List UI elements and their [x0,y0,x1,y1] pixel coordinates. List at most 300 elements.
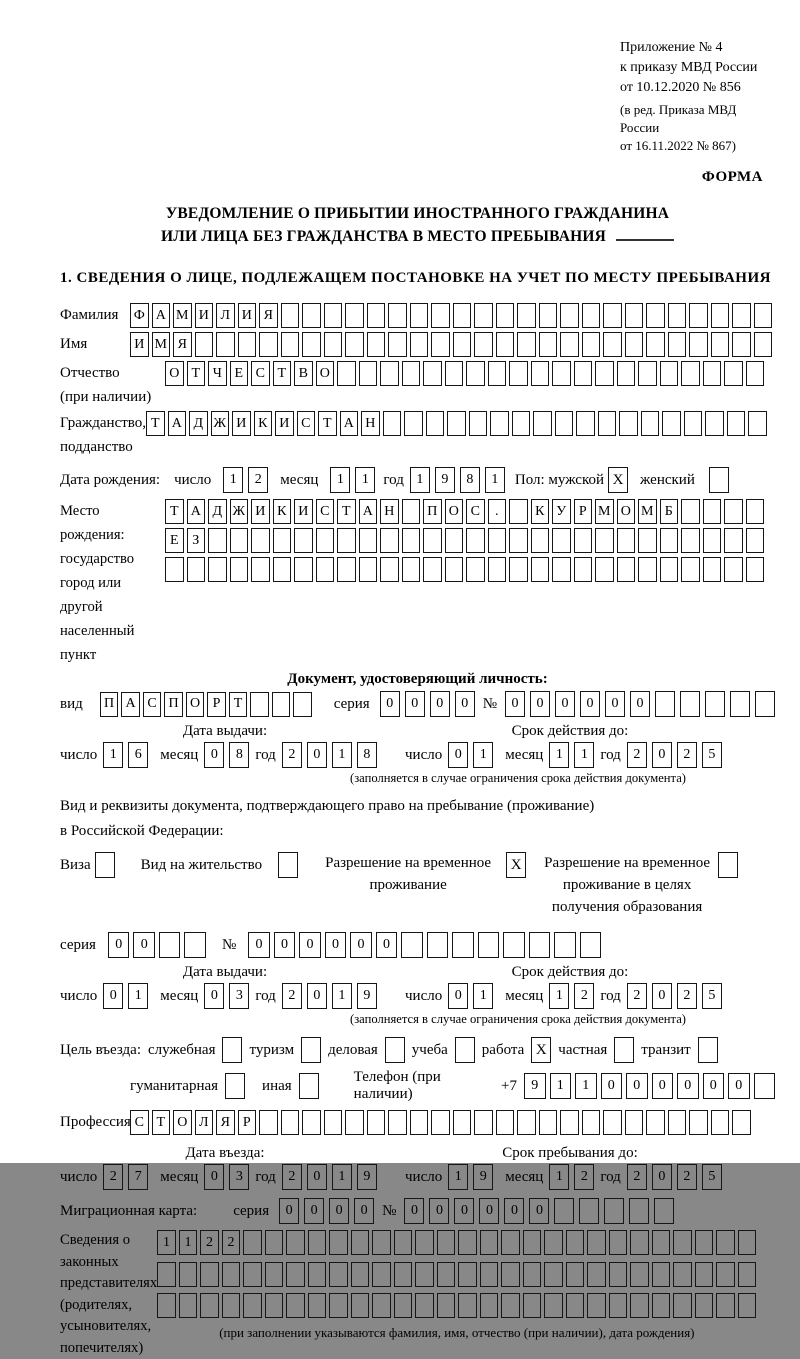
char-cell[interactable]: 0 [380,691,400,717]
char-cell[interactable]: 0 [580,691,600,717]
char-cell[interactable]: 2 [627,983,647,1009]
char-cell[interactable]: 1 [549,983,569,1009]
char-cell[interactable] [351,1230,370,1255]
char-cell[interactable]: Т [337,499,356,524]
char-cell[interactable]: И [130,332,149,357]
char-cell[interactable] [259,332,278,357]
char-cell[interactable] [646,303,665,328]
char-cell[interactable]: З [187,528,206,553]
char-cell[interactable] [668,332,687,357]
char-cell[interactable]: 0 [630,691,650,717]
char-cell[interactable]: Л [216,303,235,328]
birth-place-line3[interactable] [165,557,764,582]
char-cell[interactable] [539,332,558,357]
char-cell[interactable] [383,411,402,436]
char-cell[interactable] [552,528,571,553]
char-cell[interactable]: Н [361,411,380,436]
char-cell[interactable] [410,303,429,328]
char-cell[interactable] [703,499,722,524]
char-cell[interactable]: О [445,499,464,524]
purpose-work-checkbox[interactable] [531,1037,551,1063]
char-cell[interactable]: 0 [299,932,321,958]
char-cell[interactable]: Е [165,528,184,553]
char-cell[interactable]: 0 [204,1164,224,1190]
patronymic-input[interactable] [165,361,764,386]
char-cell[interactable]: 1 [574,742,594,768]
char-cell[interactable]: Т [229,692,248,717]
char-cell[interactable] [660,361,679,386]
char-cell[interactable]: 0 [304,1198,324,1224]
char-cell[interactable]: М [173,303,192,328]
birth-year-input[interactable] [410,467,505,493]
char-cell[interactable] [437,1230,456,1255]
char-cell[interactable]: Р [574,499,593,524]
char-cell[interactable] [488,528,507,553]
char-cell[interactable] [380,361,399,386]
char-cell[interactable] [617,528,636,553]
char-cell[interactable]: Ж [230,499,249,524]
char-cell[interactable]: Ж [211,411,230,436]
char-cell[interactable]: 8 [460,467,480,493]
char-cell[interactable] [372,1230,391,1255]
char-cell[interactable]: 9 [357,1164,377,1190]
identity-series-input[interactable] [380,691,475,717]
char-cell[interactable] [724,557,743,582]
char-cell[interactable]: 0 [329,1198,349,1224]
representatives-line1[interactable] [157,1230,756,1255]
char-cell[interactable] [574,361,593,386]
char-cell[interactable]: 0 [133,932,155,958]
char-cell[interactable]: 0 [430,691,450,717]
char-cell[interactable] [351,1262,370,1287]
char-cell[interactable]: 1 [103,742,123,768]
char-cell[interactable]: Р [207,692,226,717]
char-cell[interactable] [474,303,493,328]
surname-input[interactable] [130,303,772,328]
char-cell[interactable]: 2 [222,1230,241,1255]
char-cell[interactable]: Т [273,361,292,386]
char-cell[interactable] [509,557,528,582]
temp-residence-checkbox[interactable] [506,852,526,878]
char-cell[interactable] [388,1110,407,1135]
char-cell[interactable]: 0 [429,1198,449,1224]
char-cell[interactable] [609,1262,628,1287]
char-cell[interactable]: С [143,692,162,717]
char-cell[interactable] [746,499,765,524]
char-cell[interactable] [496,332,515,357]
char-cell[interactable]: Р [238,1110,257,1135]
char-cell[interactable] [544,1230,563,1255]
char-cell[interactable] [673,1293,692,1318]
char-cell[interactable]: 9 [357,983,377,1009]
char-cell[interactable]: 0 [652,983,672,1009]
char-cell[interactable]: Д [208,499,227,524]
char-cell[interactable]: Д [189,411,208,436]
char-cell[interactable]: 1 [448,1164,468,1190]
char-cell[interactable] [662,411,681,436]
char-cell[interactable]: И [238,303,257,328]
char-cell[interactable]: Т [165,499,184,524]
char-cell[interactable] [724,528,743,553]
char-cell[interactable] [625,303,644,328]
char-cell[interactable] [316,528,335,553]
char-cell[interactable] [552,557,571,582]
char-cell[interactable] [488,557,507,582]
char-cell[interactable] [251,528,270,553]
identity-expiry-day[interactable] [448,742,493,768]
char-cell[interactable]: 2 [574,983,594,1009]
char-cell[interactable] [404,411,423,436]
char-cell[interactable] [746,557,765,582]
char-cell[interactable] [301,1037,321,1063]
char-cell[interactable] [388,332,407,357]
char-cell[interactable]: 1 [550,1073,572,1099]
char-cell[interactable] [716,1293,735,1318]
char-cell[interactable] [453,1110,472,1135]
char-cell[interactable] [453,332,472,357]
char-cell[interactable] [539,1110,558,1135]
char-cell[interactable] [208,528,227,553]
char-cell[interactable] [308,1230,327,1255]
char-cell[interactable] [560,303,579,328]
char-cell[interactable] [582,303,601,328]
char-cell[interactable]: 1 [332,742,352,768]
char-cell[interactable] [466,557,485,582]
char-cell[interactable]: 3 [229,983,249,1009]
char-cell[interactable] [474,332,493,357]
char-cell[interactable] [179,1293,198,1318]
char-cell[interactable] [394,1293,413,1318]
char-cell[interactable] [544,1262,563,1287]
representatives-line2[interactable] [157,1262,756,1287]
char-cell[interactable] [603,332,622,357]
char-cell[interactable]: 0 [454,1198,474,1224]
char-cell[interactable] [286,1262,305,1287]
char-cell[interactable] [652,1230,671,1255]
char-cell[interactable] [367,332,386,357]
char-cell[interactable]: И [232,411,251,436]
char-cell[interactable] [372,1293,391,1318]
char-cell[interactable]: А [168,411,187,436]
residence-expiry-month[interactable] [549,983,594,1009]
char-cell[interactable] [208,557,227,582]
char-cell[interactable]: 0 [103,983,123,1009]
char-cell[interactable] [673,1262,692,1287]
phone-input[interactable] [524,1073,775,1099]
char-cell[interactable] [265,1262,284,1287]
char-cell[interactable]: . [488,499,507,524]
char-cell[interactable]: 0 [274,932,296,958]
char-cell[interactable] [709,467,729,493]
char-cell[interactable]: Т [318,411,337,436]
char-cell[interactable] [603,1110,622,1135]
char-cell[interactable] [195,332,214,357]
char-cell[interactable] [681,361,700,386]
char-cell[interactable]: 0 [605,691,625,717]
char-cell[interactable]: А [121,692,140,717]
char-cell[interactable] [711,332,730,357]
char-cell[interactable] [711,1110,730,1135]
char-cell[interactable] [455,1037,475,1063]
char-cell[interactable]: 0 [248,932,270,958]
char-cell[interactable] [278,852,298,878]
char-cell[interactable]: 0 [376,932,398,958]
char-cell[interactable] [746,361,765,386]
char-cell[interactable]: 0 [530,691,550,717]
char-cell[interactable]: 2 [282,1164,302,1190]
char-cell[interactable] [604,1198,624,1224]
visa-checkbox[interactable] [95,852,115,878]
char-cell[interactable] [458,1293,477,1318]
char-cell[interactable] [480,1230,499,1255]
char-cell[interactable]: П [423,499,442,524]
char-cell[interactable] [222,1037,242,1063]
char-cell[interactable] [179,1262,198,1287]
char-cell[interactable]: С [466,499,485,524]
temp-residence-edu-checkbox[interactable] [718,852,738,878]
char-cell[interactable] [337,557,356,582]
char-cell[interactable] [415,1262,434,1287]
char-cell[interactable]: 1 [549,1164,569,1190]
char-cell[interactable]: 1 [549,742,569,768]
char-cell[interactable]: 1 [179,1230,198,1255]
char-cell[interactable] [380,557,399,582]
char-cell[interactable]: 1 [157,1230,176,1255]
char-cell[interactable] [286,1230,305,1255]
char-cell[interactable]: 0 [626,1073,648,1099]
char-cell[interactable]: 1 [410,467,430,493]
char-cell[interactable] [388,303,407,328]
char-cell[interactable]: И [251,499,270,524]
char-cell[interactable] [427,932,449,958]
char-cell[interactable] [445,557,464,582]
char-cell[interactable]: 1 [355,467,375,493]
purpose-transit-checkbox[interactable] [698,1037,718,1063]
char-cell[interactable] [478,932,500,958]
char-cell[interactable] [324,1110,343,1135]
char-cell[interactable]: К [273,499,292,524]
identity-number-input[interactable] [505,691,775,717]
char-cell[interactable] [294,557,313,582]
purpose-private-checkbox[interactable] [614,1037,634,1063]
char-cell[interactable] [293,692,312,717]
birth-day-input[interactable] [223,467,268,493]
char-cell[interactable]: 0 [652,1073,674,1099]
birth-place-line2[interactable] [165,528,764,553]
char-cell[interactable]: 8 [357,742,377,768]
char-cell[interactable]: П [100,692,119,717]
char-cell[interactable] [566,1262,585,1287]
char-cell[interactable] [630,1293,649,1318]
char-cell[interactable] [238,332,257,357]
char-cell[interactable]: 0 [404,1198,424,1224]
char-cell[interactable] [230,528,249,553]
char-cell[interactable] [401,932,423,958]
char-cell[interactable]: 0 [307,1164,327,1190]
char-cell[interactable] [437,1293,456,1318]
char-cell[interactable] [544,1293,563,1318]
char-cell[interactable] [230,557,249,582]
char-cell[interactable]: Т [146,411,165,436]
char-cell[interactable] [299,1073,319,1099]
char-cell[interactable] [630,1230,649,1255]
char-cell[interactable] [187,557,206,582]
char-cell[interactable] [272,692,291,717]
char-cell[interactable] [748,411,767,436]
char-cell[interactable] [695,1230,714,1255]
char-cell[interactable]: 2 [677,742,697,768]
char-cell[interactable] [654,1198,674,1224]
char-cell[interactable] [703,361,722,386]
char-cell[interactable]: 2 [627,742,647,768]
char-cell[interactable] [695,1293,714,1318]
char-cell[interactable] [724,499,743,524]
migration-series-input[interactable] [279,1198,374,1224]
char-cell[interactable] [222,1262,241,1287]
char-cell[interactable] [452,932,474,958]
char-cell[interactable]: 2 [103,1164,123,1190]
char-cell[interactable] [501,1262,520,1287]
char-cell[interactable] [754,303,773,328]
char-cell[interactable] [385,1037,405,1063]
char-cell[interactable]: В [294,361,313,386]
char-cell[interactable] [445,528,464,553]
char-cell[interactable] [95,852,115,878]
residence-issue-month[interactable] [204,983,249,1009]
char-cell[interactable] [367,1110,386,1135]
sex-female-checkbox[interactable] [709,467,729,493]
char-cell[interactable] [660,557,679,582]
char-cell[interactable]: У [552,499,571,524]
char-cell[interactable] [625,1110,644,1135]
stay-month-input[interactable] [549,1164,594,1190]
char-cell[interactable]: Н [380,499,399,524]
char-cell[interactable]: 2 [627,1164,647,1190]
char-cell[interactable] [555,411,574,436]
stay-year-input[interactable] [627,1164,722,1190]
char-cell[interactable] [402,557,421,582]
char-cell[interactable] [668,1110,687,1135]
char-cell[interactable] [316,557,335,582]
char-cell[interactable] [695,1262,714,1287]
char-cell[interactable] [681,528,700,553]
char-cell[interactable] [496,303,515,328]
char-cell[interactable] [560,332,579,357]
char-cell[interactable] [265,1293,284,1318]
char-cell[interactable]: Я [259,303,278,328]
char-cell[interactable] [466,361,485,386]
char-cell[interactable] [732,332,751,357]
purpose-study-checkbox[interactable] [455,1037,475,1063]
char-cell[interactable]: 1 [223,467,243,493]
char-cell[interactable] [402,528,421,553]
char-cell[interactable] [337,528,356,553]
char-cell[interactable] [566,1293,585,1318]
char-cell[interactable] [730,691,750,717]
char-cell[interactable] [329,1230,348,1255]
char-cell[interactable] [250,692,269,717]
char-cell[interactable] [716,1230,735,1255]
char-cell[interactable]: А [359,499,378,524]
char-cell[interactable] [509,499,528,524]
birth-place-line1[interactable] [165,499,764,524]
char-cell[interactable] [308,1293,327,1318]
char-cell[interactable] [380,528,399,553]
entry-day-input[interactable] [103,1164,148,1190]
char-cell[interactable]: 0 [354,1198,374,1224]
purpose-other-checkbox[interactable] [299,1073,319,1099]
char-cell[interactable] [531,361,550,386]
char-cell[interactable] [243,1293,262,1318]
char-cell[interactable] [738,1262,757,1287]
residence-series-input[interactable] [108,932,206,958]
char-cell[interactable]: 0 [601,1073,623,1099]
char-cell[interactable] [402,499,421,524]
char-cell[interactable]: 2 [677,1164,697,1190]
char-cell[interactable]: 1 [332,1164,352,1190]
char-cell[interactable] [423,361,442,386]
char-cell[interactable] [603,303,622,328]
char-cell[interactable] [579,1198,599,1224]
char-cell[interactable]: 0 [405,691,425,717]
char-cell[interactable] [426,411,445,436]
purpose-humanitarian-checkbox[interactable] [225,1073,245,1099]
char-cell[interactable]: 2 [574,1164,594,1190]
char-cell[interactable]: 0 [307,742,327,768]
char-cell[interactable] [431,303,450,328]
residence-number-input[interactable] [248,932,601,958]
char-cell[interactable] [423,528,442,553]
char-cell[interactable] [501,1293,520,1318]
char-cell[interactable] [703,557,722,582]
char-cell[interactable] [533,411,552,436]
char-cell[interactable] [165,557,184,582]
char-cell[interactable]: Ч [208,361,227,386]
char-cell[interactable] [512,411,531,436]
char-cell[interactable] [716,1262,735,1287]
char-cell[interactable] [216,332,235,357]
char-cell[interactable] [587,1293,606,1318]
migration-number-input[interactable] [404,1198,674,1224]
char-cell[interactable]: 5 [702,1164,722,1190]
char-cell[interactable] [754,332,773,357]
char-cell[interactable]: 0 [703,1073,725,1099]
char-cell[interactable]: Л [195,1110,214,1135]
char-cell[interactable] [582,332,601,357]
char-cell[interactable] [531,557,550,582]
char-cell[interactable]: 5 [702,742,722,768]
char-cell[interactable] [681,499,700,524]
char-cell[interactable]: О [173,1110,192,1135]
char-cell[interactable] [641,411,660,436]
char-cell[interactable] [580,932,602,958]
char-cell[interactable] [488,361,507,386]
char-cell[interactable] [324,303,343,328]
char-cell[interactable] [732,1110,751,1135]
char-cell[interactable]: 0 [307,983,327,1009]
char-cell[interactable] [337,361,356,386]
char-cell[interactable] [705,691,725,717]
char-cell[interactable]: Е [230,361,249,386]
char-cell[interactable] [614,1037,634,1063]
char-cell[interactable] [222,1293,241,1318]
char-cell[interactable]: 0 [505,691,525,717]
birth-month-input[interactable] [330,467,375,493]
char-cell[interactable] [531,528,550,553]
char-cell[interactable] [680,691,700,717]
char-cell[interactable] [286,1293,305,1318]
char-cell[interactable]: 9 [435,467,455,493]
